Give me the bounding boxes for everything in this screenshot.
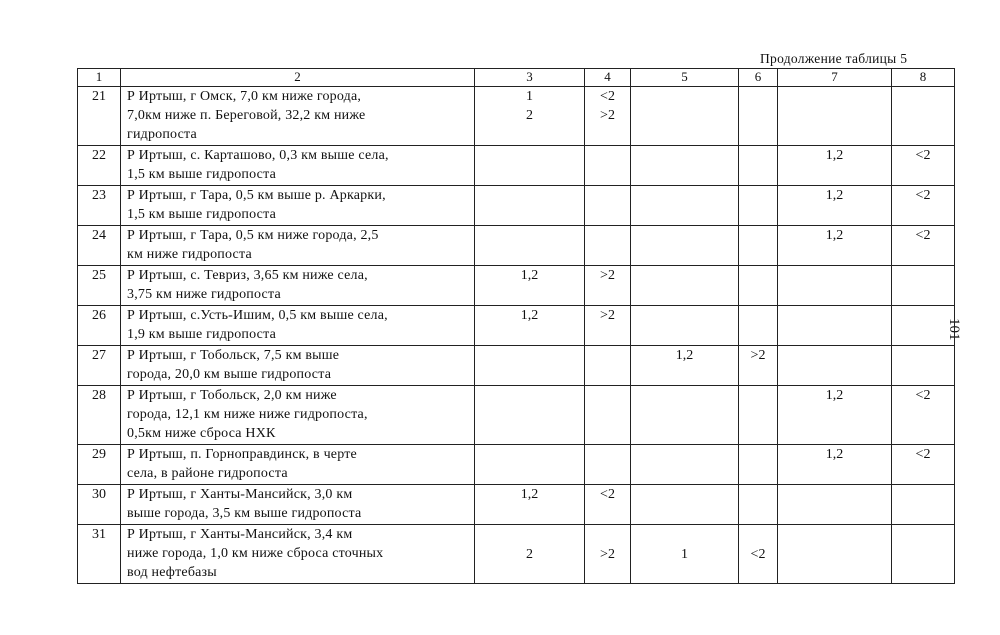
value-cell-c3 <box>475 186 585 226</box>
description-line: Р Иртыш, г Тобольск, 7,5 км выше <box>127 348 340 363</box>
value-cell-c7 <box>778 266 892 306</box>
cell-value: 1,2 <box>825 388 844 403</box>
table-row <box>78 266 955 306</box>
value-cell-c7 <box>778 525 892 584</box>
value-cell-c5 <box>631 226 739 266</box>
column-header: 3 <box>475 69 585 87</box>
value-cell-c5 <box>631 525 739 584</box>
value-cell-c4 <box>585 346 631 386</box>
value-cell-c4 <box>585 485 631 525</box>
sampling-site-description <box>121 146 475 186</box>
value-cell-c8 <box>892 485 955 525</box>
description-line: Р Иртыш, г Тара, 0,5 км выше р. Аркарки, <box>127 188 386 203</box>
description-line: 7,0км ниже п. Береговой, 32,2 км ниже <box>127 108 366 123</box>
column-header: 6 <box>739 69 778 87</box>
value-cell-c4 <box>585 146 631 186</box>
description-line: 1,5 км выше гидропоста <box>127 207 276 222</box>
data-table <box>77 68 955 584</box>
row-number: 26 <box>78 306 121 346</box>
value-cell-c8 <box>892 266 955 306</box>
description-line: Р Иртыш, г Ханты-Мансийск, 3,0 км <box>127 487 353 502</box>
description-line: ниже города, 1,0 км ниже сброса сточных <box>127 546 384 561</box>
column-header: 7 <box>778 69 892 87</box>
table-row <box>78 186 955 226</box>
value-cell-c7 <box>778 485 892 525</box>
value-cell-c7 <box>778 386 892 445</box>
value-cell-c5 <box>631 146 739 186</box>
description-line: города, 12,1 км ниже ниже гидропоста, <box>127 407 368 422</box>
value-cell-c5 <box>631 445 739 485</box>
cell-value: 1,2 <box>825 447 844 462</box>
cell-value: <2 <box>915 447 931 462</box>
cell-value: 1,2 <box>825 148 844 163</box>
table-row <box>78 445 955 485</box>
value-cell-c8 <box>892 306 955 346</box>
page-number: 101 <box>946 318 962 341</box>
cell-value: 2 <box>526 108 533 123</box>
cell-value: >2 <box>600 268 615 283</box>
cell-value: 1 <box>681 546 688 562</box>
column-header: 1 <box>78 69 121 87</box>
description-line: села, в районе гидропоста <box>127 466 288 481</box>
table-caption: Продолжение таблицы 5 <box>760 51 908 66</box>
cell-value: 1,2 <box>520 308 539 323</box>
value-cell-c3 <box>475 445 585 485</box>
row-number: 29 <box>78 445 121 485</box>
value-cell-c7 <box>778 226 892 266</box>
row-number: 22 <box>78 146 121 186</box>
cell-value: 1,2 <box>520 487 539 502</box>
description-line: Р Иртыш, г Тобольск, 2,0 км ниже <box>127 388 337 403</box>
description-line: гидропоста <box>127 127 197 142</box>
value-cell-c5 <box>631 485 739 525</box>
description-line: 1,9 км выше гидропоста <box>127 327 276 342</box>
cell-value: 1,2 <box>675 348 694 363</box>
table-row <box>78 226 955 266</box>
value-cell-c7 <box>778 306 892 346</box>
table-row <box>78 346 955 386</box>
column-header: 4 <box>585 69 631 87</box>
cell-value: 1,2 <box>520 268 539 283</box>
description-line: вод нефтебазы <box>127 565 217 580</box>
value-cell-c6 <box>739 266 778 306</box>
value-cell-c5 <box>631 186 739 226</box>
cell-value: <2 <box>750 546 766 562</box>
value-cell-c4 <box>585 525 631 584</box>
cell-value: >2 <box>600 108 615 123</box>
cell-value: <2 <box>915 188 931 203</box>
column-header: 5 <box>631 69 739 87</box>
value-cell-c3 <box>475 266 585 306</box>
description-line: города, 20,0 км выше гидропоста <box>127 367 332 382</box>
value-cell-c6 <box>739 306 778 346</box>
table-row <box>78 87 955 146</box>
header-row <box>78 69 955 87</box>
description-line: Р Иртыш, г Омск, 7,0 км ниже города, <box>127 89 362 104</box>
value-cell-c6 <box>739 445 778 485</box>
cell-value: <2 <box>915 388 931 403</box>
value-cell-c8 <box>892 386 955 445</box>
value-cell-c6 <box>739 87 778 146</box>
value-cell-c6 <box>739 386 778 445</box>
value-cell-c3 <box>475 146 585 186</box>
cell-value: 1,2 <box>825 188 844 203</box>
row-number: 31 <box>78 525 121 584</box>
value-cell-c6 <box>739 146 778 186</box>
description-line: Р Иртыш, с. Тевриз, 3,65 км ниже села, <box>127 268 368 283</box>
table-body <box>78 87 955 584</box>
value-cell-c6 <box>739 525 778 584</box>
cell-value: <2 <box>915 148 931 163</box>
value-cell-c8 <box>892 226 955 266</box>
description-line: Р Иртыш, п. Горноправдинск, в черте <box>127 447 357 462</box>
description-line: Р Иртыш, г Тара, 0,5 км ниже города, 2,5 <box>127 228 379 243</box>
row-number: 28 <box>78 386 121 445</box>
sampling-site-description <box>121 445 475 485</box>
value-cell-c5 <box>631 87 739 146</box>
value-cell-c3 <box>475 525 585 584</box>
value-cell-c8 <box>892 346 955 386</box>
column-header: 2 <box>121 69 475 87</box>
value-cell-c4 <box>585 306 631 346</box>
value-cell-c5 <box>631 306 739 346</box>
value-cell-c4 <box>585 226 631 266</box>
cell-value: 2 <box>526 546 533 562</box>
sampling-site-description <box>121 306 475 346</box>
table-row <box>78 485 955 525</box>
value-cell-c6 <box>739 186 778 226</box>
value-cell-c8 <box>892 87 955 146</box>
value-cell-c7 <box>778 346 892 386</box>
table-row <box>78 146 955 186</box>
table-row <box>78 306 955 346</box>
value-cell-c7 <box>778 186 892 226</box>
sampling-site-description <box>121 525 475 584</box>
sampling-site-description <box>121 346 475 386</box>
table-row <box>78 525 955 584</box>
value-cell-c8 <box>892 525 955 584</box>
value-cell-c6 <box>739 485 778 525</box>
cell-value: <2 <box>600 487 615 502</box>
row-number: 24 <box>78 226 121 266</box>
description-line: Р Иртыш, с.Усть-Ишим, 0,5 км выше села, <box>127 308 388 323</box>
value-cell-c7 <box>778 146 892 186</box>
value-cell-c3 <box>475 485 585 525</box>
description-line: выше города, 3,5 км выше гидропоста <box>127 506 362 521</box>
value-cell-c3 <box>475 306 585 346</box>
description-line: Р Иртыш, г Ханты-Мансийск, 3,4 км <box>127 527 353 542</box>
description-line: 1,5 км выше гидропоста <box>127 167 276 182</box>
table-row <box>78 386 955 445</box>
sampling-site-description <box>121 266 475 306</box>
sampling-site-description <box>121 386 475 445</box>
value-cell-c3 <box>475 87 585 146</box>
cell-value: 1,2 <box>825 228 844 243</box>
value-cell-c8 <box>892 146 955 186</box>
row-number: 21 <box>78 87 121 146</box>
row-number: 23 <box>78 186 121 226</box>
sampling-site-description <box>121 226 475 266</box>
value-cell-c6 <box>739 346 778 386</box>
sampling-site-description <box>121 87 475 146</box>
description-line: Р Иртыш, с. Карташово, 0,3 км выше села, <box>127 148 389 163</box>
cell-value: <2 <box>915 228 931 243</box>
value-cell-c5 <box>631 346 739 386</box>
cell-value: 1 <box>526 89 533 104</box>
value-cell-c3 <box>475 346 585 386</box>
value-cell-c5 <box>631 266 739 306</box>
row-number: 30 <box>78 485 121 525</box>
cell-value: >2 <box>600 308 615 323</box>
column-header: 8 <box>892 69 955 87</box>
value-cell-c4 <box>585 445 631 485</box>
value-cell-c4 <box>585 87 631 146</box>
description-line: 3,75 км ниже гидропоста <box>127 287 281 302</box>
cell-value: <2 <box>600 89 615 104</box>
value-cell-c5 <box>631 386 739 445</box>
sampling-site-description <box>121 186 475 226</box>
value-cell-c4 <box>585 266 631 306</box>
value-cell-c8 <box>892 186 955 226</box>
description-line: км ниже гидропоста <box>127 247 252 262</box>
value-cell-c3 <box>475 386 585 445</box>
value-cell-c6 <box>739 226 778 266</box>
cell-value: >2 <box>600 546 615 562</box>
sampling-site-description <box>121 485 475 525</box>
value-cell-c4 <box>585 386 631 445</box>
row-number: 25 <box>78 266 121 306</box>
value-cell-c8 <box>892 445 955 485</box>
description-line: 0,5км ниже сброса НХК <box>127 426 276 441</box>
value-cell-c3 <box>475 226 585 266</box>
row-number: 27 <box>78 346 121 386</box>
value-cell-c7 <box>778 445 892 485</box>
cell-value: >2 <box>750 348 766 363</box>
value-cell-c7 <box>778 87 892 146</box>
value-cell-c4 <box>585 186 631 226</box>
